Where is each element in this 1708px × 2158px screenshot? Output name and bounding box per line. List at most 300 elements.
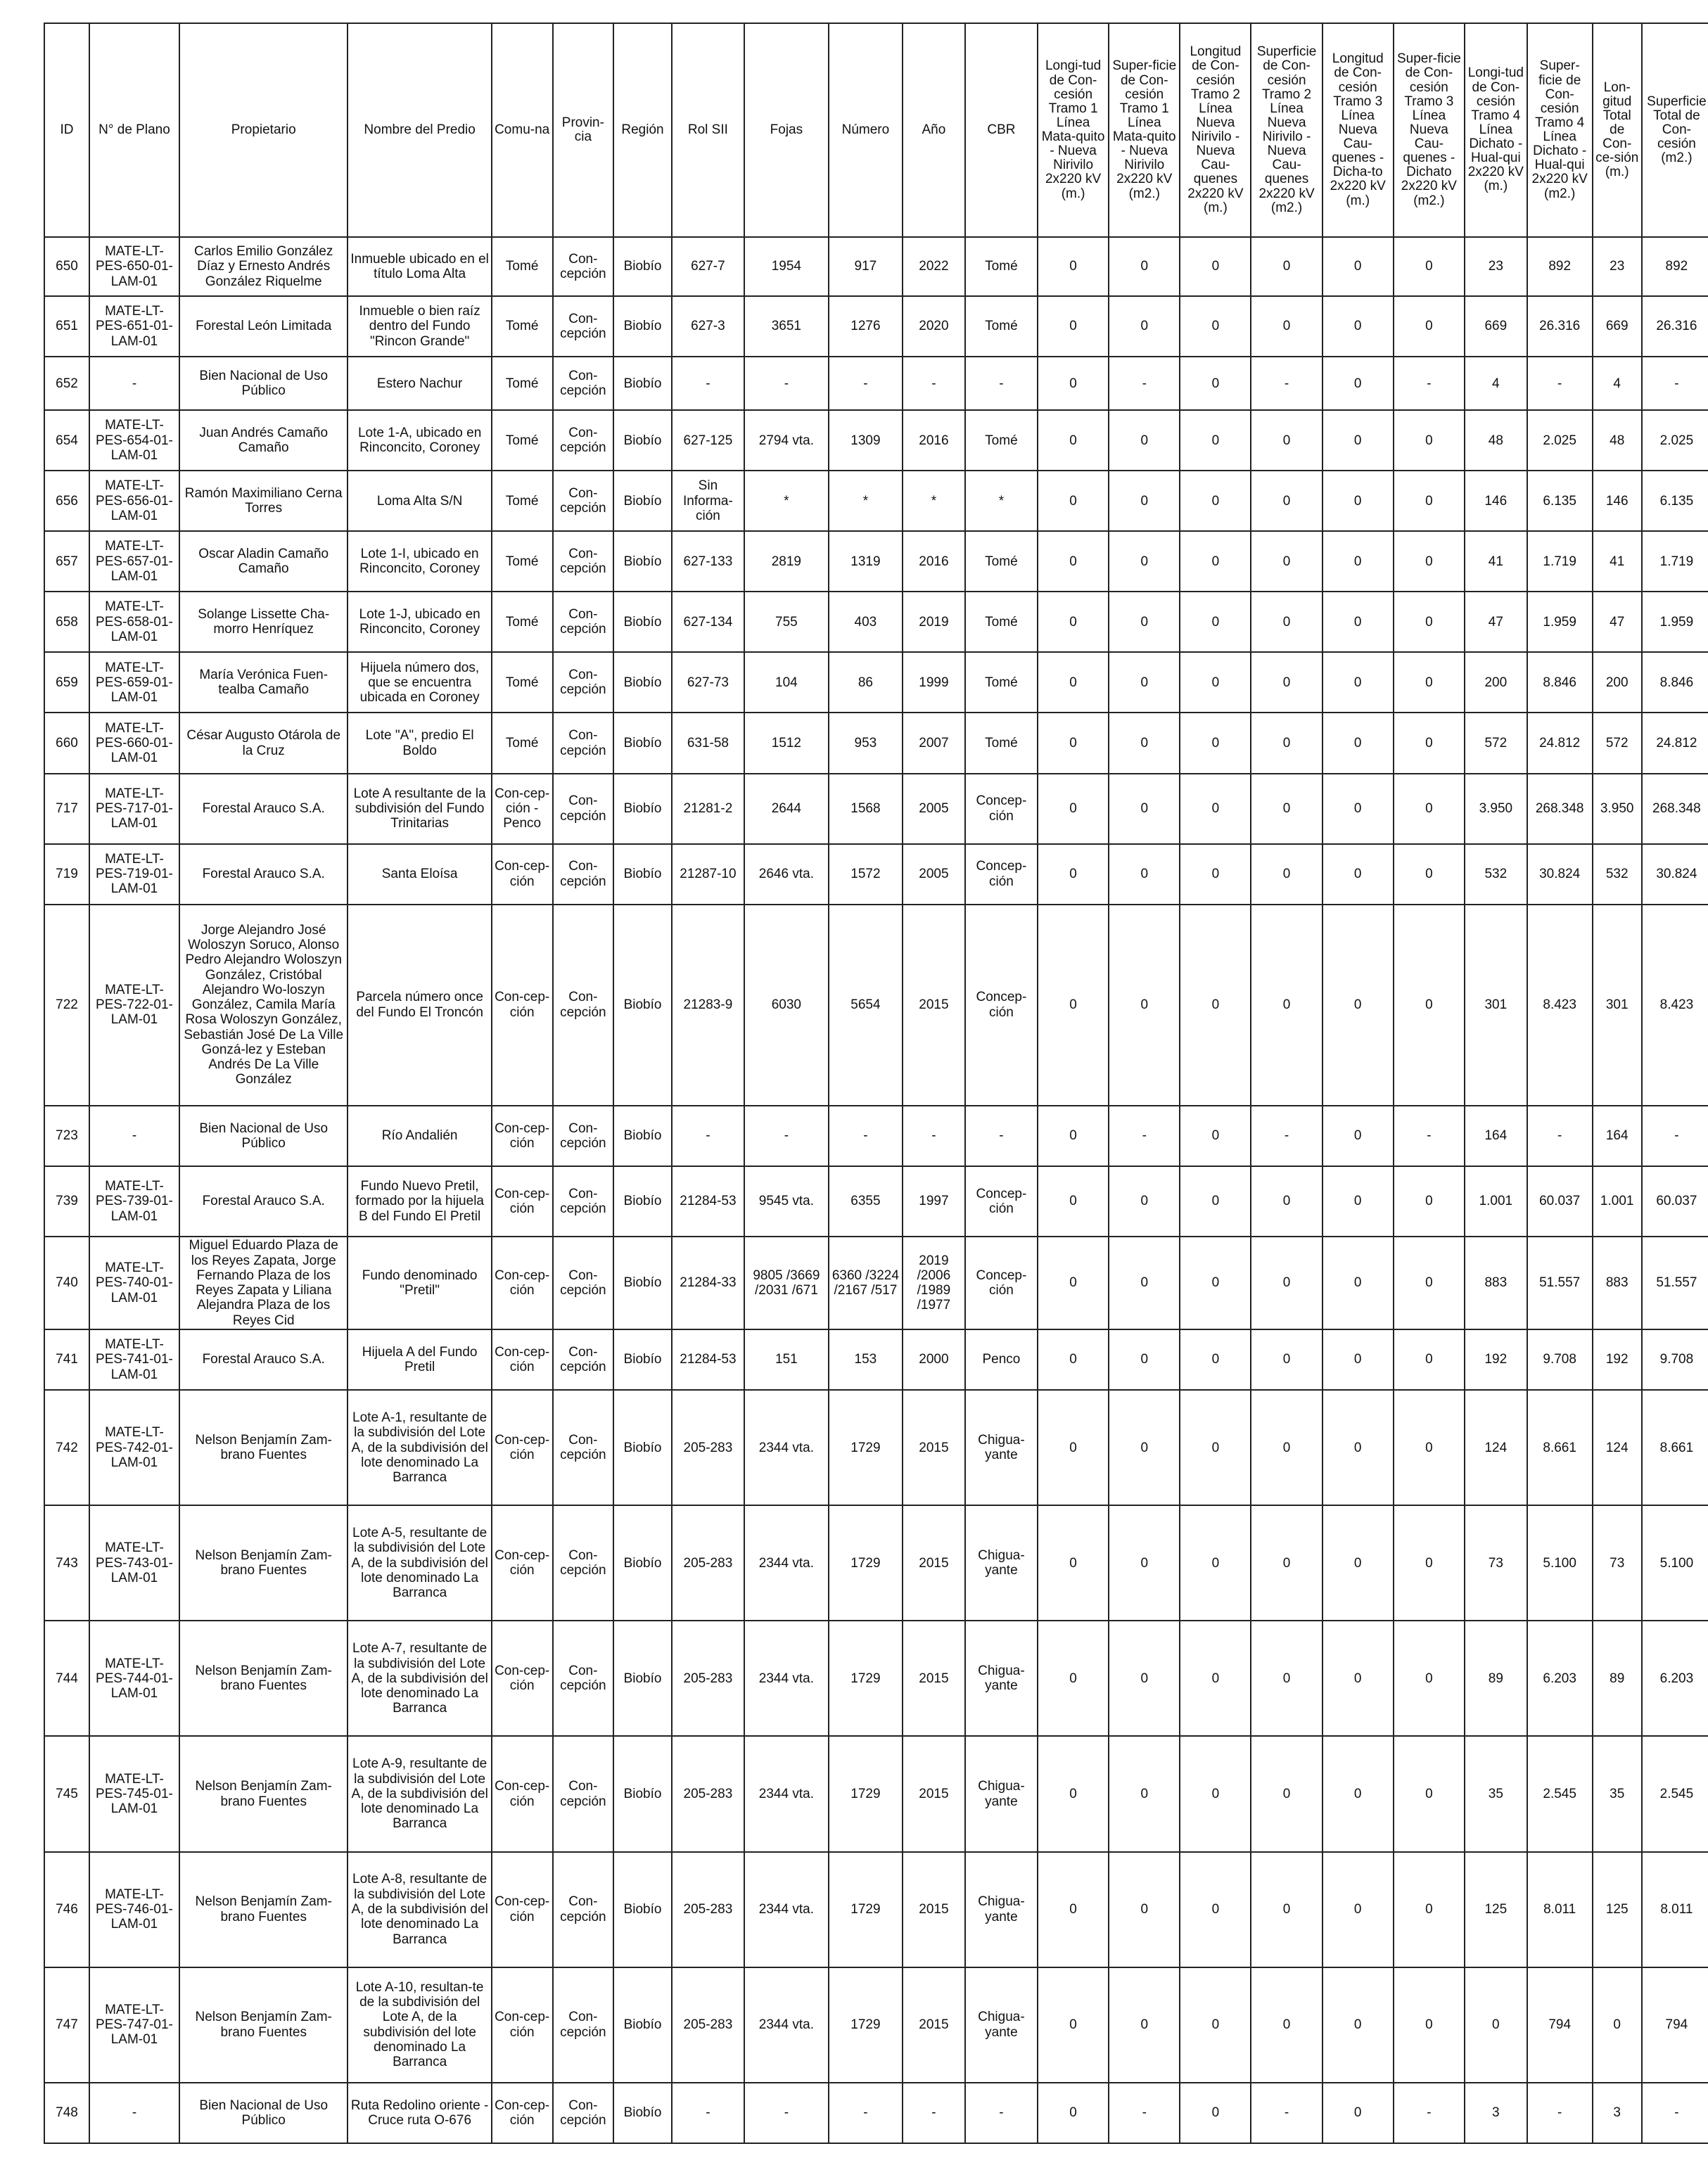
table-cell: 1954: [744, 237, 829, 296]
table-cell: Biobío: [613, 592, 672, 652]
table-cell: Con-cepción: [553, 1736, 614, 1851]
table-cell: 0: [1109, 592, 1180, 652]
table-cell: Inmueble o bien raíz dentro del Fundo "Rincon Grande": [348, 296, 491, 357]
table-cell: 0: [1323, 1237, 1394, 1329]
table-cell: 0: [1394, 296, 1465, 357]
table-cell: Tomé: [965, 296, 1038, 357]
table-cell: 164: [1465, 1106, 1527, 1166]
table-cell: MATE-LT-PES-719-01-LAM-01: [89, 844, 179, 905]
table-cell: 205-283: [672, 1852, 744, 1967]
table-cell: 153: [829, 1329, 903, 1390]
table-cell: 0: [1038, 774, 1109, 844]
table-cell: -: [829, 1106, 903, 1166]
table-cell: Lote A-1, resultante de la subdivisión del Lote A, de la subdivisión del lote denominado La Barranca: [348, 1390, 491, 1505]
table-cell: -: [1642, 1106, 1708, 1166]
table-cell: 0: [1109, 905, 1180, 1106]
table-cell: 744: [44, 1621, 89, 1736]
table-cell: Biobío: [613, 2083, 672, 2143]
table-cell: 0: [1038, 1505, 1109, 1621]
table-cell: Biobío: [613, 1736, 672, 1851]
table-cell: Con-cep-ción: [492, 844, 553, 905]
table-cell: *: [965, 471, 1038, 531]
table-cell: Biobío: [613, 1237, 672, 1329]
table-cell: Chigua-yante: [965, 1390, 1038, 1505]
table-cell: MATE-LT-PES-659-01-LAM-01: [89, 652, 179, 713]
table-cell: 8.846: [1527, 652, 1593, 713]
table-cell: 917: [829, 237, 903, 296]
table-cell: Con-cep-ción: [492, 1967, 553, 2083]
table-cell: 24.812: [1642, 713, 1708, 773]
table-cell: 2000: [903, 1329, 965, 1390]
table-cell: 0: [1323, 652, 1394, 713]
table-cell: 572: [1593, 713, 1642, 773]
table-cell: 0: [1394, 1736, 1465, 1851]
table-cell: 883: [1593, 1237, 1642, 1329]
table-cell: 2819: [744, 531, 829, 592]
table-cell: 0: [1180, 1967, 1251, 2083]
table-cell: 205-283: [672, 1390, 744, 1505]
table-row: [44, 1967, 1708, 2083]
table-cell: 2015: [903, 1621, 965, 1736]
table-cell: 0: [1323, 410, 1394, 471]
table-cell: 125: [1465, 1852, 1527, 1967]
table-cell: 0: [1180, 237, 1251, 296]
table-cell: Lote A-7, resultante de la subdivisión del Lote A, de la subdivisión del lote denominado La Barranca: [348, 1621, 491, 1736]
table-cell: 1.719: [1527, 531, 1593, 592]
table-cell: 48: [1465, 410, 1527, 471]
table-cell: MATE-LT-PES-722-01-LAM-01: [89, 905, 179, 1106]
table-cell: 0: [1251, 1967, 1322, 2083]
table-cell: 8.423: [1642, 905, 1708, 1106]
table-cell: 146: [1465, 471, 1527, 531]
table-cell: Biobío: [613, 1106, 672, 1166]
table-cell: Miguel Eduardo Plaza de los Reyes Zapata, Jorge Fernando Plaza de los Reyes Zapata y Liliana Alejandra Plaza de los Reyes Cid: [179, 1237, 348, 1329]
table-cell: 1276: [829, 296, 903, 357]
table-cell: 6.203: [1527, 1621, 1593, 1736]
table-cell: Con-cepción: [553, 1390, 614, 1505]
table-cell: 0: [1109, 237, 1180, 296]
table-cell: 0: [1180, 410, 1251, 471]
table-cell: Forestal Arauco S.A.: [179, 844, 348, 905]
table-cell: Ramón Maximiliano Cerna Torres: [179, 471, 348, 531]
table-cell: Biobío: [613, 531, 672, 592]
table-cell: 51.557: [1527, 1237, 1593, 1329]
table-cell: *: [903, 471, 965, 531]
table-cell: Biobío: [613, 1329, 672, 1390]
table-cell: Biobío: [613, 844, 672, 905]
table-cell: 73: [1465, 1505, 1527, 1621]
table-cell: 0: [1251, 1329, 1322, 1390]
table-cell: 2016: [903, 410, 965, 471]
table-cell: 0: [1394, 1621, 1465, 1736]
table-cell: Con-cepción: [553, 1852, 614, 1967]
table-cell: César Augusto Otárola de la Cruz: [179, 713, 348, 773]
column-header: Superficie Total de Con-cesión (m2.): [1642, 23, 1708, 237]
table-cell: 0: [1180, 592, 1251, 652]
table-cell: Concep-ción: [965, 844, 1038, 905]
table-cell: 26.316: [1642, 296, 1708, 357]
table-cell: 0: [1038, 531, 1109, 592]
table-cell: 0: [1323, 592, 1394, 652]
table-cell: 0: [1394, 1166, 1465, 1237]
table-cell: 0: [1251, 1852, 1322, 1967]
table-cell: -: [1642, 357, 1708, 410]
table-cell: 669: [1465, 296, 1527, 357]
table-cell: 6030: [744, 905, 829, 1106]
table-cell: 0: [1109, 1852, 1180, 1967]
table-cell: 0: [1394, 471, 1465, 531]
table-cell: -: [744, 1106, 829, 1166]
table-cell: 0: [1323, 844, 1394, 905]
table-cell: 205-283: [672, 1967, 744, 2083]
table-row: [44, 1237, 1708, 1329]
table-cell: Lote A-10, resultan-te de la subdivisión del Lote A, de la subdivisión del lote denominado La Barranca: [348, 1967, 491, 2083]
table-cell: 86: [829, 652, 903, 713]
table-cell: 657: [44, 531, 89, 592]
table-cell: 723: [44, 1106, 89, 1166]
table-cell: Tomé: [965, 652, 1038, 713]
table-cell: 0: [1180, 1621, 1251, 1736]
table-cell: Con-cep-ción: [492, 1329, 553, 1390]
table-cell: Con-cepción: [553, 1166, 614, 1237]
table-cell: 2344 vta.: [744, 1852, 829, 1967]
table-cell: Con-cepción: [553, 357, 614, 410]
table-cell: 627-3: [672, 296, 744, 357]
table-cell: 651: [44, 296, 89, 357]
table-cell: 883: [1465, 1237, 1527, 1329]
table-cell: 60.037: [1642, 1166, 1708, 1237]
table-cell: 631-58: [672, 713, 744, 773]
table-cell: 0: [1109, 531, 1180, 592]
table-cell: *: [744, 471, 829, 531]
table-cell: 48: [1593, 410, 1642, 471]
table-body: [44, 237, 1708, 2143]
table-cell: 0: [1180, 1505, 1251, 1621]
table-cell: 0: [1109, 1390, 1180, 1505]
table-cell: -: [903, 357, 965, 410]
column-header: Comu-na: [492, 23, 553, 237]
table-cell: Con-cep-ción: [492, 1106, 553, 1166]
table-cell: 21281-2: [672, 774, 744, 844]
table-cell: 21284-53: [672, 1166, 744, 1237]
table-cell: Con-cepción: [553, 1237, 614, 1329]
column-header: Región: [613, 23, 672, 237]
table-cell: Inmueble ubicado en el título Loma Alta: [348, 237, 491, 296]
table-cell: Tomé: [492, 471, 553, 531]
table-cell: Biobío: [613, 1621, 672, 1736]
table-cell: 0: [1394, 531, 1465, 592]
table-cell: 104: [744, 652, 829, 713]
concession-table: [44, 23, 1708, 2144]
table-cell: Forestal Arauco S.A.: [179, 774, 348, 844]
table-cell: -: [672, 1106, 744, 1166]
table-cell: 0: [1180, 471, 1251, 531]
table-cell: Con-cep-ción: [492, 1852, 553, 1967]
table-cell: MATE-LT-PES-654-01-LAM-01: [89, 410, 179, 471]
table-cell: 654: [44, 410, 89, 471]
column-header: Nombre del Predio: [348, 23, 491, 237]
table-cell: 0: [1394, 237, 1465, 296]
table-cell: 0: [1394, 1237, 1465, 1329]
table-cell: 2794 vta.: [744, 410, 829, 471]
table-cell: Sin Informa-ción: [672, 471, 744, 531]
table-cell: 2.545: [1642, 1736, 1708, 1851]
table-cell: 2016: [903, 531, 965, 592]
table-row: [44, 1390, 1708, 1505]
table-cell: 0: [1038, 1166, 1109, 1237]
table-cell: -: [965, 357, 1038, 410]
table-cell: Nelson Benjamín Zam-brano Fuentes: [179, 1505, 348, 1621]
table-cell: 627-134: [672, 592, 744, 652]
table-cell: 794: [1642, 1967, 1708, 2083]
table-cell: MATE-LT-PES-742-01-LAM-01: [89, 1390, 179, 1505]
table-cell: 747: [44, 1967, 89, 2083]
table-cell: 1.001: [1465, 1166, 1527, 1237]
table-cell: 151: [744, 1329, 829, 1390]
table-cell: 200: [1593, 652, 1642, 713]
table-cell: -: [1527, 357, 1593, 410]
table-row: [44, 2083, 1708, 2143]
table-cell: 0: [1323, 1621, 1394, 1736]
table-cell: MATE-LT-PES-741-01-LAM-01: [89, 1329, 179, 1390]
table-cell: Carlos Emilio González Díaz y Ernesto Andrés González Riquelme: [179, 237, 348, 296]
column-header: Super-ficie de Con-cesión Tramo 3 Línea Nueva Cau-quenes - Dichato 2x220 kV (m2.): [1394, 23, 1465, 237]
table-cell: 9.708: [1642, 1329, 1708, 1390]
table-cell: 30.824: [1527, 844, 1593, 905]
table-cell: 719: [44, 844, 89, 905]
table-cell: Con-cepción: [553, 531, 614, 592]
table-cell: 740: [44, 1237, 89, 1329]
table-row: [44, 237, 1708, 296]
table-cell: Con-cepción: [553, 237, 614, 296]
table-cell: -: [1394, 357, 1465, 410]
table-cell: Tomé: [492, 713, 553, 773]
table-cell: 268.348: [1527, 774, 1593, 844]
table-cell: 0: [1038, 237, 1109, 296]
table-cell: Nelson Benjamín Zam-brano Fuentes: [179, 1390, 348, 1505]
table-cell: 0: [1180, 1106, 1251, 1166]
table-row: [44, 713, 1708, 773]
table-cell: Concep-ción: [965, 905, 1038, 1106]
table-cell: Juan Andrés Camaño Camaño: [179, 410, 348, 471]
table-cell: Loma Alta S/N: [348, 471, 491, 531]
table-cell: 0: [1109, 713, 1180, 773]
table-cell: Biobío: [613, 357, 672, 410]
column-header: Fojas: [744, 23, 829, 237]
table-cell: Lote A-8, resultante de la subdivisión del Lote A, de la subdivisión del lote denominado La Barranca: [348, 1852, 491, 1967]
table-cell: 0: [1109, 774, 1180, 844]
table-cell: -: [829, 357, 903, 410]
table-cell: 192: [1465, 1329, 1527, 1390]
table-cell: Ruta Redolino oriente - Cruce ruta O-676: [348, 2083, 491, 2143]
table-cell: Tomé: [492, 357, 553, 410]
table-cell: 8.661: [1527, 1390, 1593, 1505]
column-header: Provin-cia: [553, 23, 614, 237]
table-cell: 0: [1251, 237, 1322, 296]
table-cell: 0: [1251, 774, 1322, 844]
table-cell: 0: [1038, 1390, 1109, 1505]
table-cell: Lote 1-A, ubicado en Rinconcito, Coroney: [348, 410, 491, 471]
table-cell: 0: [1251, 844, 1322, 905]
table-cell: 532: [1593, 844, 1642, 905]
table-cell: 0: [1394, 774, 1465, 844]
table-cell: Nelson Benjamín Zam-brano Fuentes: [179, 1967, 348, 2083]
table-cell: 0: [1109, 471, 1180, 531]
table-cell: Fundo denominado "Pretil": [348, 1237, 491, 1329]
table-cell: 2344 vta.: [744, 1621, 829, 1736]
column-header: Super-ficie de Con-cesión Tramo 4 Línea Dichato - Hual-qui 2x220 kV (m2.): [1527, 23, 1593, 237]
table-row: [44, 296, 1708, 357]
table-cell: Nelson Benjamín Zam-brano Fuentes: [179, 1736, 348, 1851]
table-cell: 0: [1251, 1621, 1322, 1736]
table-cell: 2019 /2006 /1989 /1977: [903, 1237, 965, 1329]
table-cell: 627-125: [672, 410, 744, 471]
table-cell: 0: [1394, 905, 1465, 1106]
table-cell: 0: [1038, 1736, 1109, 1851]
table-cell: 0: [1323, 1852, 1394, 1967]
table-cell: 0: [1109, 1621, 1180, 1736]
column-header: Longi-tud de Con-cesión Tramo 1 Línea Mata-quito - Nueva Nirivilo 2x220 kV (m.): [1038, 23, 1109, 237]
table-cell: 892: [1642, 237, 1708, 296]
table-cell: 146: [1593, 471, 1642, 531]
table-cell: 0: [1180, 713, 1251, 773]
table-cell: 669: [1593, 296, 1642, 357]
table-cell: 89: [1593, 1621, 1642, 1736]
table-cell: 2646 vta.: [744, 844, 829, 905]
table-cell: Lote A resultante de la subdivisión del Fundo Trinitarias: [348, 774, 491, 844]
table-cell: Chigua-yante: [965, 1852, 1038, 1967]
table-cell: 1999: [903, 652, 965, 713]
table-cell: 8.846: [1642, 652, 1708, 713]
table-cell: MATE-LT-PES-745-01-LAM-01: [89, 1736, 179, 1851]
table-cell: 0: [1323, 296, 1394, 357]
table-row: [44, 592, 1708, 652]
table-cell: Con-cepción: [553, 844, 614, 905]
table-cell: 6360 /3224 /2167 /517: [829, 1237, 903, 1329]
table-cell: Biobío: [613, 1852, 672, 1967]
table-cell: 6355: [829, 1166, 903, 1237]
table-cell: Chigua-yante: [965, 1967, 1038, 2083]
table-cell: Lote A-5, resultante de la subdivisión del Lote A, de la subdivisión del lote denominado La Barranca: [348, 1505, 491, 1621]
table-cell: 6.135: [1642, 471, 1708, 531]
table-cell: 21284-33: [672, 1237, 744, 1329]
table-cell: Con-cep-ción: [492, 1621, 553, 1736]
table-cell: 0: [1180, 1390, 1251, 1505]
table-cell: 3.950: [1465, 774, 1527, 844]
table-cell: Solange Lissette Cha-morro Henríquez: [179, 592, 348, 652]
table-cell: 0: [1180, 774, 1251, 844]
table-cell: 5.100: [1527, 1505, 1593, 1621]
table-cell: Chigua-yante: [965, 1621, 1038, 1736]
table-cell: 2.025: [1527, 410, 1593, 471]
table-cell: 1.959: [1642, 592, 1708, 652]
table-cell: 1729: [829, 1736, 903, 1851]
table-cell: MATE-LT-PES-656-01-LAM-01: [89, 471, 179, 531]
table-cell: Con-cep-ción: [492, 1166, 553, 1237]
table-cell: Estero Nachur: [348, 357, 491, 410]
table-cell: 0: [1109, 1329, 1180, 1390]
table-cell: 748: [44, 2083, 89, 2143]
table-cell: Biobío: [613, 652, 672, 713]
table-cell: MATE-LT-PES-650-01-LAM-01: [89, 237, 179, 296]
table-cell: 0: [1394, 652, 1465, 713]
table-cell: Con-cepción: [553, 410, 614, 471]
table-cell: 23: [1593, 237, 1642, 296]
table-cell: Tomé: [492, 652, 553, 713]
table-cell: *: [829, 471, 903, 531]
table-cell: Lote "A", predio El Boldo: [348, 713, 491, 773]
table-cell: 8.661: [1642, 1390, 1708, 1505]
table-cell: 124: [1593, 1390, 1642, 1505]
table-cell: 0: [1394, 844, 1465, 905]
table-cell: 0: [1251, 905, 1322, 1106]
table-cell: 2.545: [1527, 1736, 1593, 1851]
table-cell: -: [903, 2083, 965, 2143]
table-row: [44, 652, 1708, 713]
table-cell: 2015: [903, 1967, 965, 2083]
table-cell: 627-133: [672, 531, 744, 592]
table-cell: Chigua-yante: [965, 1505, 1038, 1621]
table-cell: Con-cep-ción: [492, 1390, 553, 1505]
table-cell: -: [1527, 1106, 1593, 1166]
table-cell: Con-cepción: [553, 1106, 614, 1166]
table-cell: -: [1109, 2083, 1180, 2143]
table-cell: Bien Nacional de Uso Público: [179, 2083, 348, 2143]
table-cell: Con-cepción: [553, 471, 614, 531]
table-cell: 200: [1465, 652, 1527, 713]
table-cell: 0: [1109, 296, 1180, 357]
table-cell: Hijuela A del Fundo Pretil: [348, 1329, 491, 1390]
table-cell: 0: [1180, 1329, 1251, 1390]
table-cell: Con-cepción: [553, 1967, 614, 2083]
table-cell: 21287-10: [672, 844, 744, 905]
table-cell: 1729: [829, 1852, 903, 1967]
table-cell: 73: [1593, 1505, 1642, 1621]
table-cell: 572: [1465, 713, 1527, 773]
table-cell: 652: [44, 357, 89, 410]
table-cell: -: [1394, 1106, 1465, 1166]
table-cell: 301: [1593, 905, 1642, 1106]
table-cell: 1572: [829, 844, 903, 905]
table-cell: María Verónica Fuen-tealba Camaño: [179, 652, 348, 713]
table-cell: 0: [1251, 713, 1322, 773]
table-cell: 9.708: [1527, 1329, 1593, 1390]
table-cell: 8.011: [1527, 1852, 1593, 1967]
table-cell: 9545 vta.: [744, 1166, 829, 1237]
table-cell: 532: [1465, 844, 1527, 905]
table-cell: Forestal Arauco S.A.: [179, 1166, 348, 1237]
table-cell: 124: [1465, 1390, 1527, 1505]
table-cell: 0: [1038, 296, 1109, 357]
table-cell: 0: [1251, 1166, 1322, 1237]
table-cell: 2.025: [1642, 410, 1708, 471]
table-cell: 0: [1038, 1329, 1109, 1390]
table-cell: Bien Nacional de Uso Público: [179, 1106, 348, 1166]
table-cell: 0: [1251, 652, 1322, 713]
table-cell: 660: [44, 713, 89, 773]
table-cell: 30.824: [1642, 844, 1708, 905]
table-row: [44, 410, 1708, 471]
table-cell: 41: [1465, 531, 1527, 592]
column-header: Super-ficie de Con-cesión Tramo 1 Línea Mata-quito - Nueva Nirivilo 2x220 kV (m2.): [1109, 23, 1180, 237]
table-cell: 403: [829, 592, 903, 652]
table-cell: 892: [1527, 237, 1593, 296]
table-cell: 0: [1593, 1967, 1642, 2083]
table-cell: 2015: [903, 1852, 965, 1967]
table-cell: 0: [1038, 471, 1109, 531]
table-cell: 205-283: [672, 1505, 744, 1621]
table-cell: 658: [44, 592, 89, 652]
